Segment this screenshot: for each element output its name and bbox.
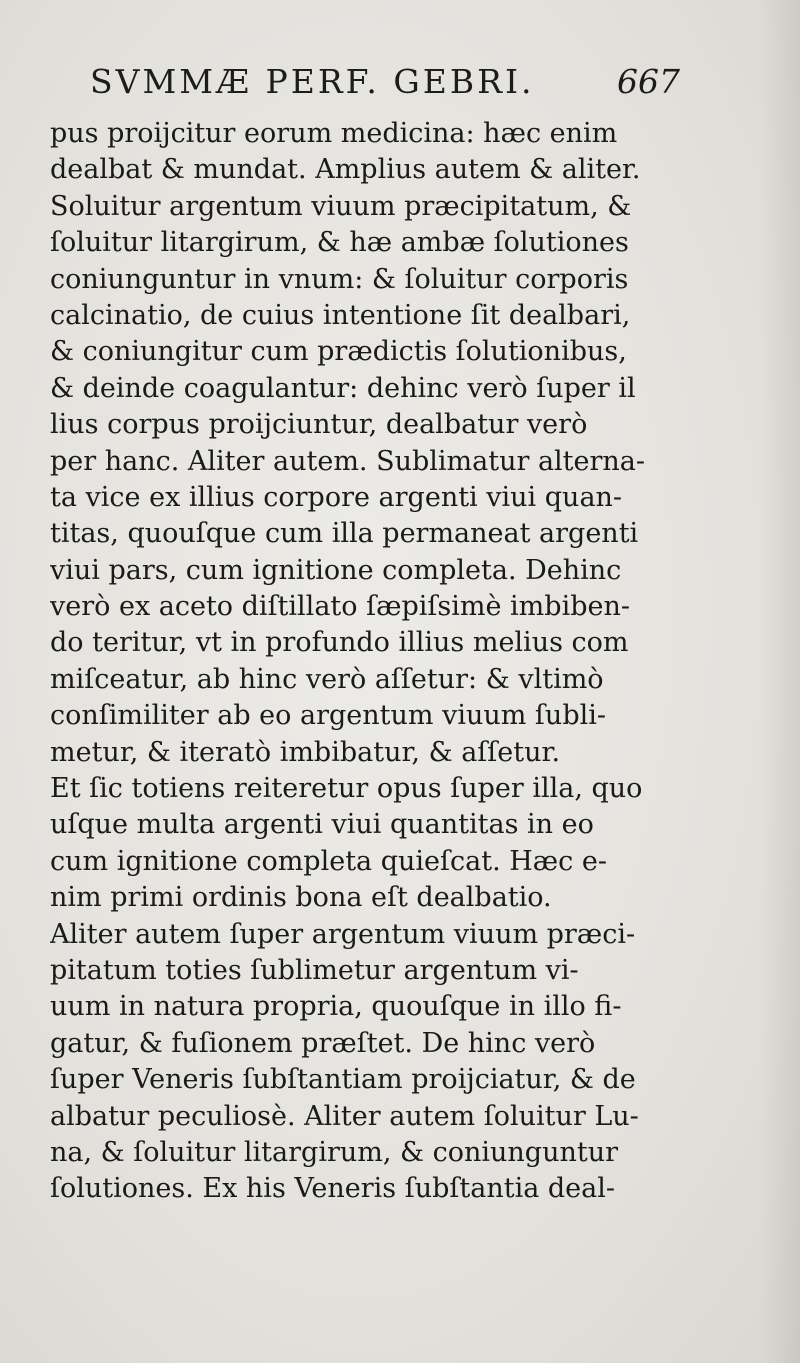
body-text bbox=[50, 116, 680, 1208]
text-line: ta vice ex illius corpore argenti viui quan- bbox=[50, 481, 623, 513]
text-line: titas, quouſque cum illa permaneat argenti bbox=[50, 518, 639, 550]
text-line: metur, & iteratò imbibatur, & aſſetur. bbox=[50, 736, 561, 768]
text-line: & coniungitur cum prædictis ſolutionibus, bbox=[50, 336, 627, 368]
text-line: gatur, & fuſionem præſtet. De hinc verò bbox=[50, 1027, 596, 1059]
text-line: Aliter autem ſuper argentum viuum præci- bbox=[50, 918, 636, 950]
text-line: uum in natura propria, quouſque in illo fi- bbox=[50, 991, 622, 1023]
running-title: SVMMÆ PERF. GEBRI. bbox=[90, 62, 535, 101]
text-line: albatur peculiosè. Aliter autem ſoluitur Lu- bbox=[50, 1100, 639, 1132]
text-line: Soluitur argentum viuum præcipitatum, & bbox=[50, 190, 632, 222]
text-line: coniunguntur in vnum: & ſoluitur corporis bbox=[50, 263, 629, 295]
text-line: pitatum toties ſublimetur argentum vi- bbox=[50, 954, 579, 986]
text-line: viui pars, cum ignitione completa. Dehinc bbox=[50, 554, 622, 586]
text-line: nim primi ordinis bona eſt dealbatio. bbox=[50, 882, 552, 914]
text-line: cum ignitione completa quieſcat. Hæc e- bbox=[50, 845, 607, 877]
text-line: ſoluitur litargirum, & hæ ambæ ſolutiones bbox=[50, 227, 629, 259]
page-number: 667 bbox=[617, 62, 680, 101]
text-line: uſque multa argenti viui quantitas in eo bbox=[50, 809, 594, 841]
text-line: calcinatio, de cuius intentione ſit dealbari, bbox=[50, 299, 631, 331]
text-line: per hanc. Aliter autem. Sublimatur alterna- bbox=[50, 445, 646, 477]
text-line: & deinde coagulantur: dehinc verò ſuper il bbox=[50, 372, 636, 404]
page-edge-shadow bbox=[760, 0, 800, 1363]
text-line: verò ex aceto diſtillato ſæpiſsimè imbiben- bbox=[50, 591, 630, 623]
text-line: pus proijcitur eorum medicina: hæc enim bbox=[50, 118, 618, 149]
text-line: do teritur, vt in profundo illius melius com bbox=[50, 627, 629, 659]
text-line: ſolutiones. Ex his Veneris ſubſtantia deal- bbox=[50, 1173, 616, 1205]
text-line: Et ſic totiens reiteretur opus ſuper illa, quo bbox=[50, 773, 643, 805]
text-line: lius corpus proijciuntur, dealbatur verò bbox=[50, 409, 588, 441]
text-line: miſceatur, ab hinc verò aſſetur: & vltimò bbox=[50, 663, 604, 695]
text-line: conſimiliter ab eo argentum viuum ſubli- bbox=[50, 700, 606, 732]
text-line: dealbat & mundat. Amplius autem & aliter. bbox=[50, 154, 641, 186]
page-header bbox=[90, 62, 690, 108]
text-line: ſuper Veneris ſubſtantiam proijciatur, & de bbox=[50, 1064, 636, 1096]
text-line: na, & ſoluitur litargirum, & coniunguntur bbox=[50, 1136, 619, 1168]
